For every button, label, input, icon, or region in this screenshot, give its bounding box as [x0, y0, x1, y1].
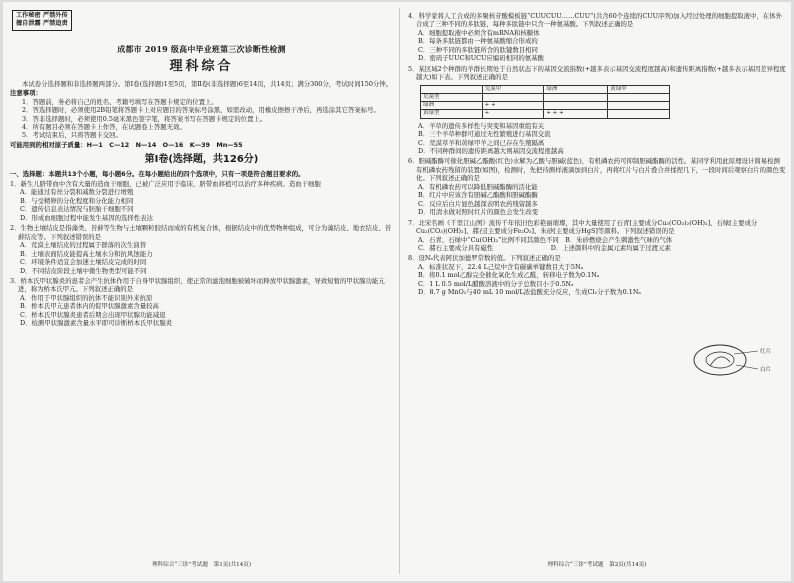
option: B．将0.1 mol乙醇完全催化氧化生成乙醛，转移电子数为0.1Nₐ	[418, 271, 600, 280]
exam-sheet	[3, 2, 791, 581]
notice-item: 3．答非选择题时，必须使用0.5毫米黑色签字笔，将答案书写在答题卡规定的位置上。	[22, 114, 267, 123]
exam-title: 成都市 2019 级高中毕业班第三次诊断性检测	[117, 44, 286, 54]
option: A．荒漠土壤结皮的过程属于群落的次生演替	[20, 241, 147, 250]
option: D．不同结皮阶段土壤中微生物类型可能不同	[20, 266, 147, 275]
confidential-stamp	[12, 10, 72, 31]
confidential-line: 擅自泄露 严禁追责	[16, 20, 68, 28]
option: D．8.7 g MnO₂与40 mL 10 mol/L浓盐酸充分反应，生成Cl₂分子数为0.1Nₐ	[418, 288, 641, 297]
option: C．荒漠草羊和黄绿甲羊之间已存在生殖隔离	[418, 138, 545, 147]
option: D．检测甲状腺激素含量水平即可诊断桥本氏甲状腺炎	[20, 319, 173, 328]
table-cell: 荒漠型	[421, 93, 483, 101]
option: A．有机磷农药可以降低胆碱酯酶的活化能	[418, 182, 538, 191]
page-footer: 理科综合“三诊”考试题 第2页(共14页)	[547, 562, 647, 568]
question-stem: 4．科学家将人工合成的多聚核苷酸模板链“CUUCUU……CUU”(共含60个连续的CUU序列)加入经过处理的细胞提取液中，在体外合成了三种不同的多肽链，每种多肽链中只含一种氨基酸。下列叙述正确的是	[408, 12, 782, 29]
option: A．细胞提取液中必须含有mRNA和核糖体	[418, 28, 540, 37]
option: B．三个羊草种群可通过无性繁殖进行基因交流	[418, 130, 551, 139]
table-cell	[544, 93, 608, 101]
notice-list	[10, 98, 393, 140]
option: D．形成血细胞过程中能发生基因的选择性表达	[20, 213, 153, 222]
question-stem: 1．新生儿脐带血中含有大量的造血干细胞，已被广泛应用于临床，脐带血移植可以治疗多种疾病。造血干细胞	[10, 179, 321, 188]
question-stem: 8．设Nₐ代表阿伏加德罗常数的值。下列叙述正确的是	[408, 254, 561, 263]
question	[10, 277, 393, 328]
table-cell	[608, 102, 670, 110]
test-device-diagram	[690, 340, 778, 380]
label-white-piece: 白片	[760, 367, 772, 373]
table-cell	[544, 102, 608, 110]
option: B．红片中应该含有胆碱乙酯酸和胆碱酯酶	[418, 191, 538, 200]
table-cell: + +	[482, 102, 544, 110]
question	[408, 219, 786, 253]
section-description: 一、选择题：本题共13个小题，每小题6分。在每小题给出的四个选项中，只有一项是符合题目要求的。	[10, 169, 305, 178]
page-footer: 理科综合“三诊”考试题 第1页(共14页)	[151, 562, 252, 568]
table-cell: 黄绿甲	[608, 85, 670, 93]
question	[10, 180, 393, 222]
pointer-line	[736, 365, 758, 369]
confidential-line: 工作秘密 严禁外传	[16, 12, 68, 19]
page-fold	[399, 8, 400, 574]
question-stem: 5．某区域2个种群的羊群长期处于自然状态下的基因交流指数(+越多表示基因交流程度越高)和遗传距离指数(+越多表示基因差异程度越大)如下表。下列叙述正确的是	[408, 64, 786, 82]
option: D．不同种群间的遗传距离越大则基因交流程度越高	[418, 146, 564, 155]
option: C．1 L 0.5 mol/L醋酸溶液中的分子总数目小于0.5Nₐ	[418, 279, 574, 288]
question	[10, 224, 393, 275]
option: A．能通过有丝分裂和减数分裂进行增殖	[20, 188, 134, 197]
option: C．环境条件适宜会加速土壤结皮完成的时间	[20, 258, 147, 267]
option: D．密码子UUC和UCU应编码相同的氨基酸	[418, 54, 544, 63]
option: A．作用于甲状腺组织的抗体不能识别外来抗原	[20, 293, 153, 302]
table-cell: +	[482, 110, 544, 118]
table-cell: 绿洲	[421, 102, 483, 110]
question-stem: 3．桥本氏甲状腺炎的患者会产生抗体作用于自身甲状腺组织，使正常的滤泡细胞被破坏而释放甲状腺激素，导致短暂的甲状腺功能亢进，称为桥本氏甲亢。下列叙述正确的是	[10, 276, 385, 294]
option: B．每条多肽链都由一种氨基酸缩合形成的	[418, 37, 538, 46]
label-red-piece: 红片	[760, 349, 772, 355]
question	[408, 157, 786, 216]
table-cell: 绿洲	[544, 85, 608, 93]
notice-title: 注意事项：	[10, 89, 42, 98]
option: C．桥本氏甲状腺炎患者后期会出现甲状腺功能减退	[20, 310, 166, 319]
table-cell	[608, 110, 670, 118]
intro-text: 本试卷分选择题和非选择题两部分。第Ⅰ卷(选择题)1至5页，第Ⅱ卷(非选择题)6至14页，共14页；满分300分，考试时间150分钟。	[22, 79, 393, 88]
option: B．土壤表面结皮能提高土壤水分和抗风蚀能力	[20, 249, 153, 258]
table-cell	[421, 85, 483, 93]
question-stem: 7．北宋名画《千里江山图》流传千年依旧色彩艳丽璀璨，其中大量使用了石青[主要成分Cu₃(CO₃)₂(OH)₂]、石绿[主要成分Cu₂(CO₃)(OH)₂]、赭石[主要成分Fe₂O₃]、朱砂[主要成分HgS]等颜料。下列叙述错误的是	[408, 218, 758, 236]
notice-item: 5．考试结束后，只将答题卡交回。	[22, 131, 122, 140]
section-title: 第Ⅰ卷(选择题，共126分)	[144, 154, 259, 166]
option: D．用清水做对照时红片的颜色会发生改变	[418, 208, 539, 217]
gene-flow-table	[420, 85, 670, 119]
device-outline	[694, 345, 746, 375]
question	[408, 12, 786, 63]
question	[408, 65, 786, 156]
option: C．三种不同的多肽链所含的肽键数目相同	[418, 45, 538, 54]
table-cell	[608, 93, 670, 101]
notice-item: 2．答选择题时，必须使用2B铅笔将答题卡上对应题目的答案标号涂黑，如需改动，用橡皮擦擦干净后，再选涂其它答案标号。	[22, 106, 380, 115]
table-row	[421, 85, 670, 93]
table-row	[421, 110, 670, 118]
notice-item: 1．答题前，务必将自己的姓名、考籍号填写在答题卡规定的位置上。	[22, 97, 218, 106]
table-cell: + + +	[544, 110, 608, 118]
table-row	[421, 93, 670, 101]
subject-title: 理科综合	[169, 58, 234, 74]
option: C．反应后白片显色越深表明农药残留越多	[418, 199, 538, 208]
table-row	[421, 102, 670, 110]
question	[408, 254, 786, 296]
option: A．石青、石绿中“Cu(OH)₂”比例不同其颜色不同 B．朱砂燃烧会产生刺激性气味的气体	[418, 235, 673, 244]
option: A．羊草的遗传多样性与突变和基因重组有关	[418, 121, 545, 130]
option: C．遗传信息表达情况与胚胎干细胞不同	[20, 205, 134, 214]
option: B．桥本氏甲亢患者体内的促甲状腺激素含量较高	[20, 302, 159, 311]
notice-item: 4．所有题目必须在答题卡上作答，在试题卷上答题无效。	[22, 122, 186, 131]
pointer-line	[734, 351, 758, 354]
right-page	[408, 10, 786, 568]
question-stem: 2．生物土壤结皮是指藻类、苔藓等生物与土壤颗粒胶结而成的有机复合体，根据结皮中的优势物种组成，可分为藻结皮、地衣结皮、苔藓结皮等。下列叙述错误的是	[10, 224, 392, 241]
table-cell	[482, 93, 544, 101]
table-cell: 荒漠甲	[482, 85, 544, 93]
option: A．标准状况下，22.4 L己烷中含有碳碳单键数目大于5Nₐ	[418, 262, 584, 271]
option: B．与受精卵的分化程度和分化能力相同	[20, 196, 134, 205]
atomic-masses: 可能用到的相对原子质量：H—1 C—12 N—14 O—16 K—39 Mn—55	[10, 140, 243, 149]
device-fold	[710, 357, 730, 366]
option: C．赭石主要成分具有磁性 D．上述颜料中的金属元素均属于过渡元素	[418, 243, 671, 252]
table-cell: 黄绿型	[421, 110, 483, 118]
question-stem: 6．胆碱酯酶可催化胆碱乙酯酸(红色)水解为乙酸与胆碱(蓝色)，有机磷农药可抑制胆碱酯酶的活性。某同学利用此原理设计简易检测有机磷农药残留的装置(如图)，检测时，先把待测样液滴加到白片，再将红片与白片叠合并揉捏几下，一段时间后观察白片的颜色变化。下列叙述正确的是	[408, 157, 786, 183]
left-page	[10, 10, 393, 568]
